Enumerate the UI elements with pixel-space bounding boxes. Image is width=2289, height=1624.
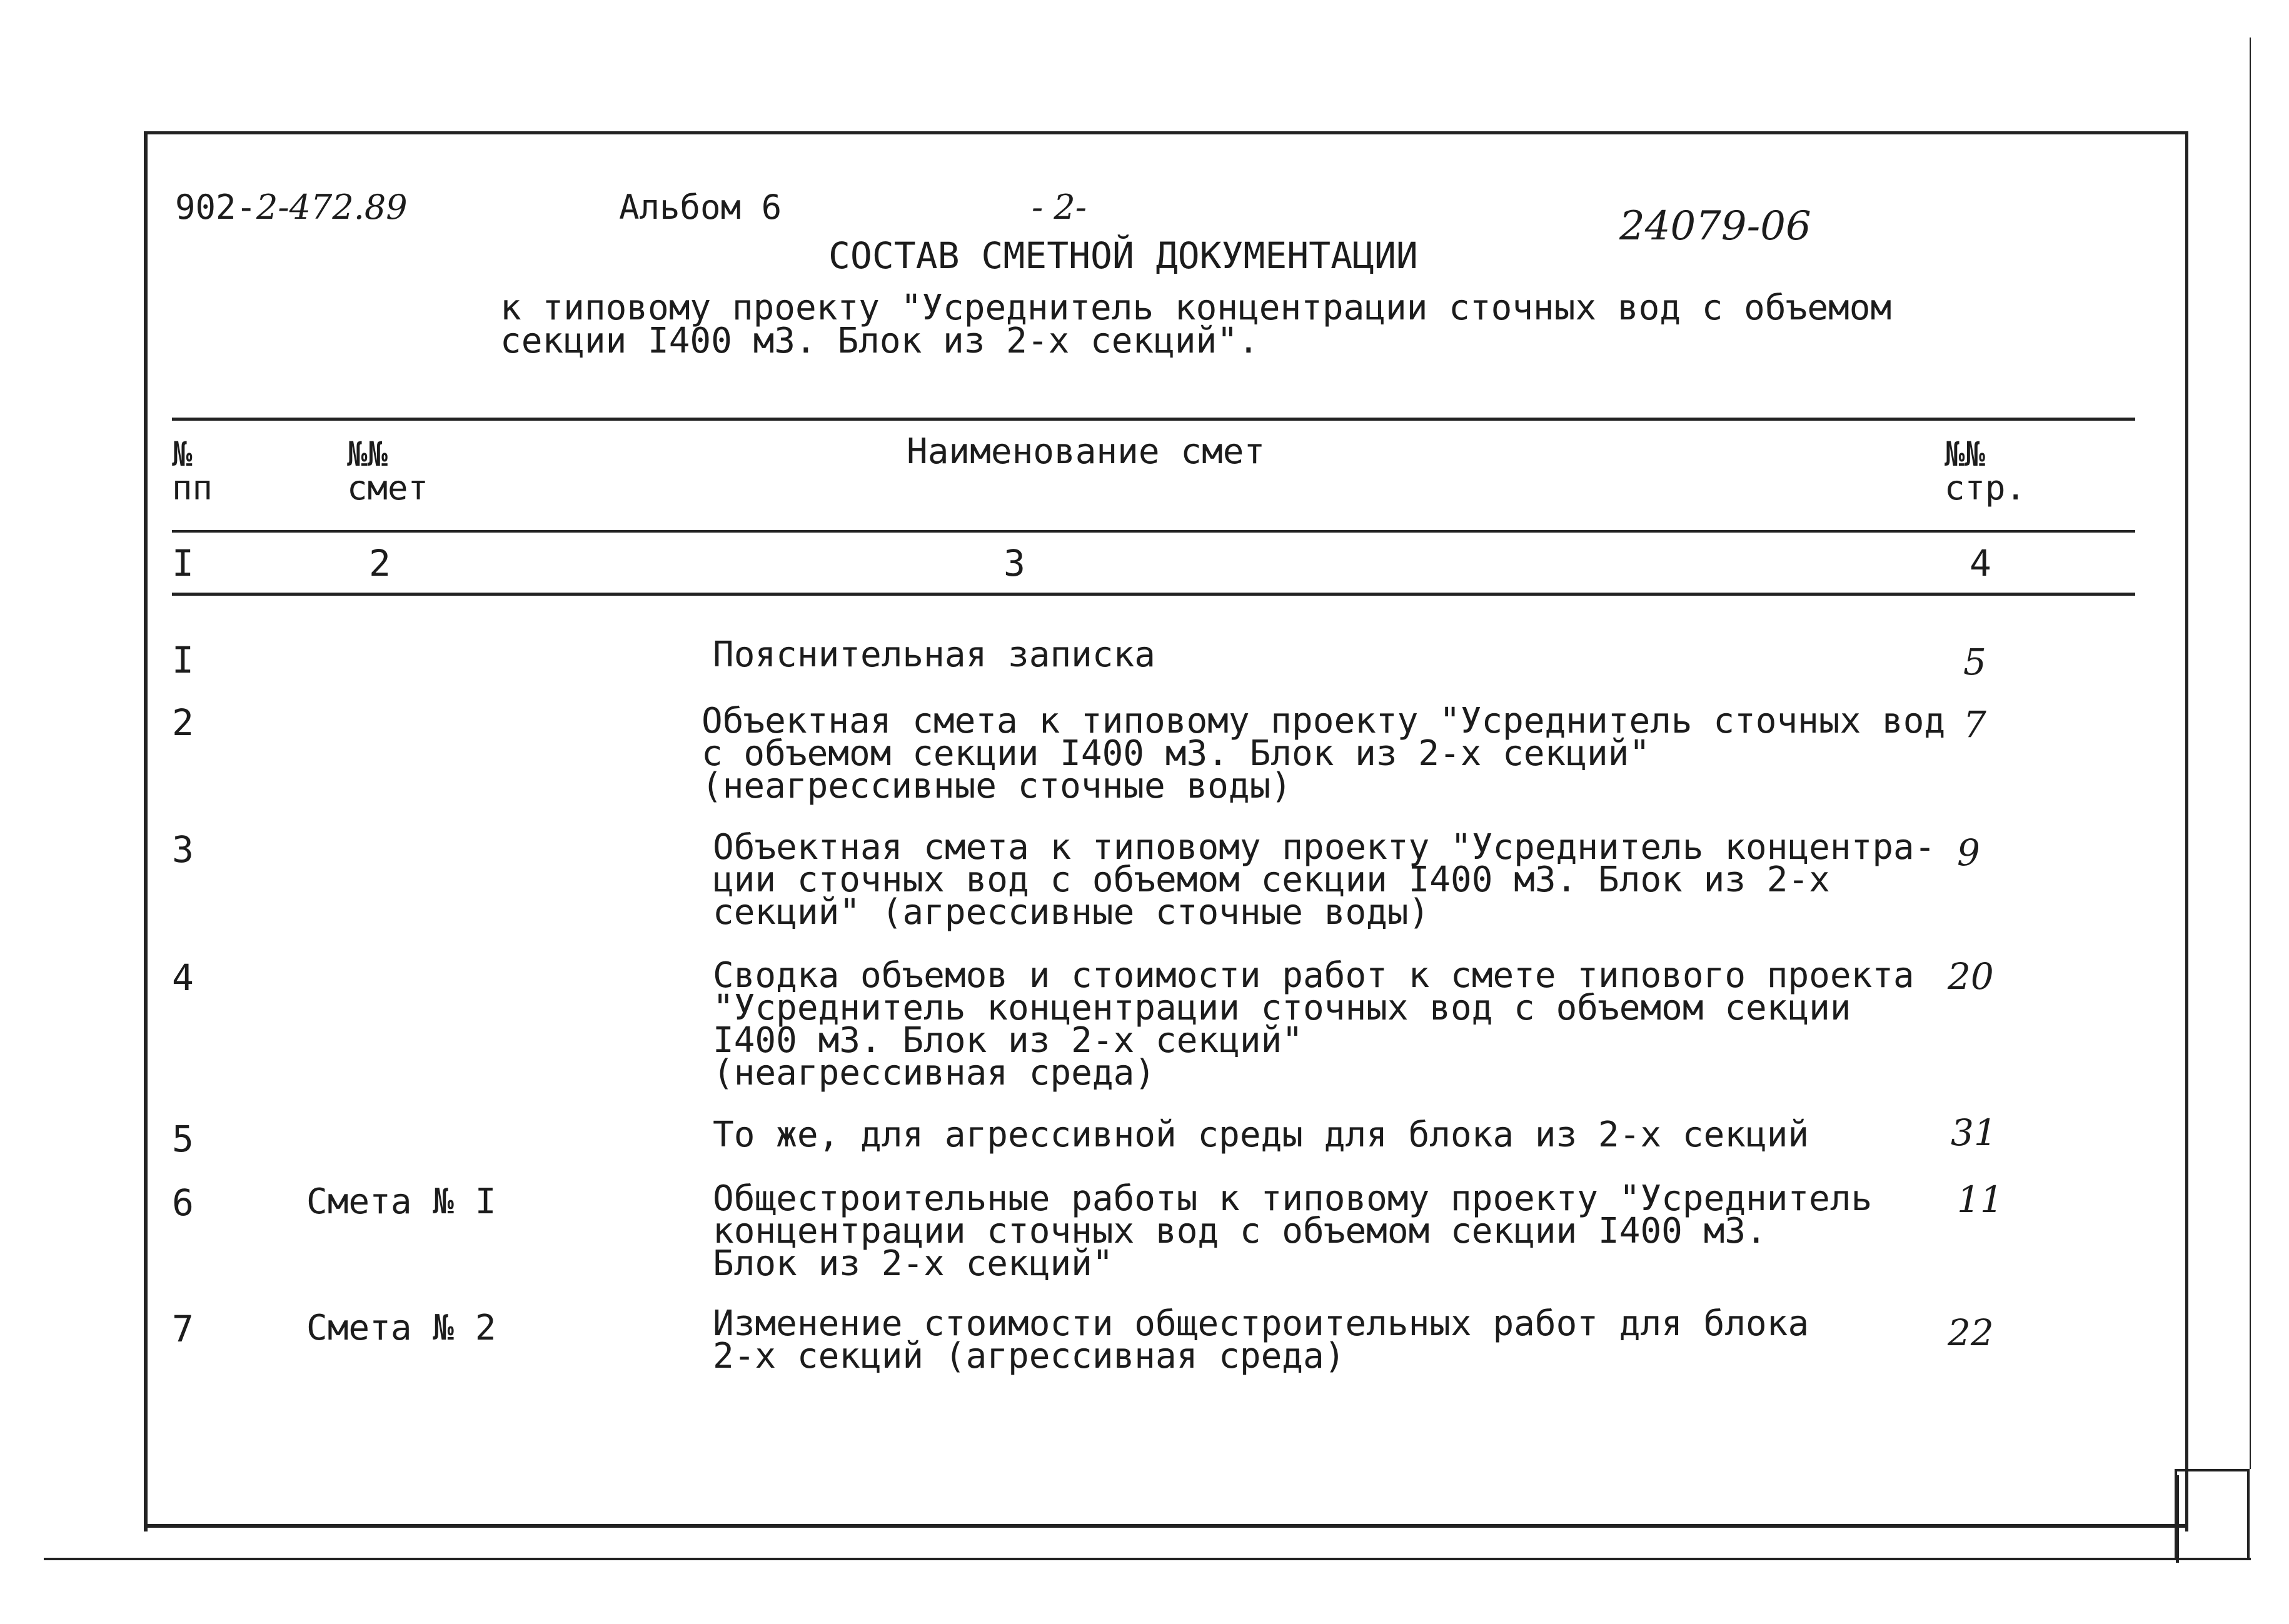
row-7-name: Изменение стоимости общестроительных работ для блока 2-х секций (агрессивная среда)	[713, 1303, 1809, 1376]
right-margin-line	[2250, 38, 2251, 1469]
row-7-num: 7	[172, 1308, 194, 1350]
row-3-num: 3	[172, 828, 194, 871]
row-1-page: 5	[1963, 641, 1986, 683]
row-3-page: 9	[1957, 831, 1980, 874]
row-6-code: Смета № I	[306, 1181, 496, 1222]
bottom-edge-line	[44, 1558, 2251, 1560]
doc-number	[175, 188, 408, 227]
stamp-box-right	[2247, 1469, 2250, 1560]
row-4-num: 4	[172, 956, 194, 999]
page-number: - 2-	[1032, 188, 1087, 227]
row-4-page: 20	[1948, 955, 1994, 998]
subtitle-line1: к типовому проекту "Усреднитель концентрации сточных вод с объемом	[500, 288, 1892, 328]
row-6-name: Общестроительные работы к типовому проекту "Усреднитель концентрации сточных вод с объемом секции I400 м3. Блок из 2-х секций"	[713, 1178, 1873, 1284]
col-number-4: 4	[1970, 542, 1991, 584]
table-header-rule	[172, 530, 2135, 533]
col-number-2: 2	[369, 542, 391, 584]
frame-bottom-line	[144, 1524, 2188, 1528]
col-header-page: №№ стр.	[1944, 434, 2026, 508]
col-header-num: № пп	[172, 434, 213, 508]
row-2-page: 7	[1963, 703, 1986, 746]
row-5-num: 5	[172, 1118, 194, 1160]
subtitle-line2: секции I400 м3. Блок из 2-х секций".	[500, 321, 1259, 361]
doc-number-handwritten: 2-472.89	[256, 188, 408, 227]
col-number-1: I	[172, 542, 194, 584]
document-code: 24079-06	[1619, 203, 1811, 249]
row-3-name: Объектная смета к типовому проекту "Усреднитель концентра- ции сточных вод с объемом секции I400 м3. Блок из 2-х секций" (агрессивные сточные воды)	[713, 827, 1936, 933]
document-title: СОСТАВ СМЕТНОЙ ДОКУМЕНТАЦИИ	[828, 234, 1418, 277]
row-6-num: 6	[172, 1181, 194, 1224]
table-numbers-rule	[172, 593, 2135, 596]
row-2-num: 2	[172, 701, 194, 744]
row-2-name: Объектная смета к типовому проекту "Усреднитель сточных вод с объемом секции I400 м3. Блок из 2-х секций" (неагрессивные сточные воды)	[702, 701, 1946, 806]
stamp-box-top	[2175, 1469, 2250, 1471]
row-5-name: То же, для агрессивной среды для блока из 2-х секций	[713, 1115, 1809, 1155]
row-4-name: Сводка объемов и стоимости работ к смете типового проекта "Усреднитель концентрации сточных вод с объемом секции I400 м3. Блок из 2-х секций" (неагрессивная среда)	[713, 955, 1914, 1093]
row-1-num: I	[172, 639, 194, 681]
col-header-name: Наименование смет	[907, 431, 1265, 472]
doc-number-prefix: 902-	[175, 188, 257, 227]
row-5-page: 31	[1951, 1111, 1997, 1154]
col-number-3: 3	[1004, 542, 1025, 584]
row-7-code: Смета № 2	[306, 1308, 496, 1348]
album-label: Альбом 6	[619, 188, 782, 227]
row-1-name: Пояснительная записка	[713, 634, 1156, 675]
row-7-page: 22	[1948, 1311, 1994, 1354]
table-top-rule	[172, 418, 2135, 421]
row-6-page: 11	[1957, 1178, 2003, 1221]
col-header-code: №№ смет	[347, 434, 429, 508]
stamp-box-left	[2175, 1469, 2177, 1560]
